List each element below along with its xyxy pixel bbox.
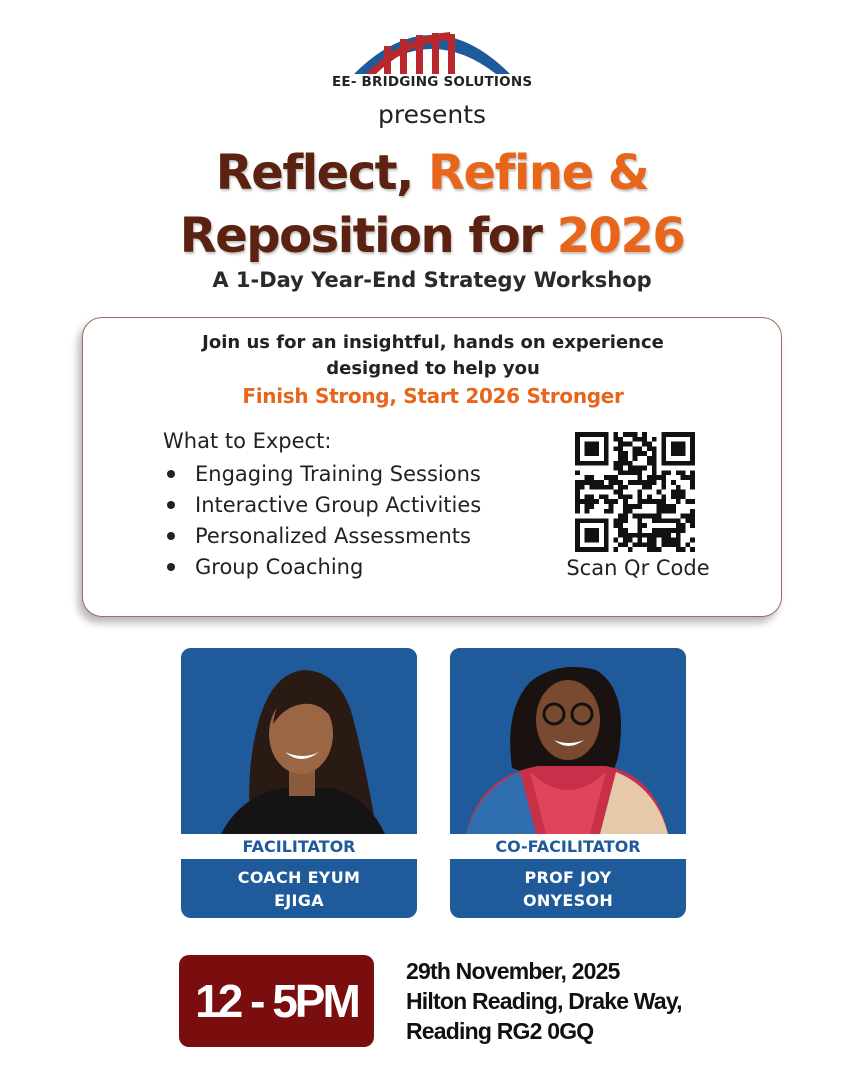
list-item: Personalized Assessments <box>163 520 481 551</box>
workshop-subtitle: A 1-Day Year-End Strategy Workshop <box>212 268 652 292</box>
list-item: Engaging Training Sessions <box>163 458 481 489</box>
qr-label: Scan Qr Code <box>566 556 710 580</box>
facilitator-name-line-2: EJIGA <box>274 891 324 910</box>
title-line-1 <box>0 145 864 201</box>
bullet-icon <box>167 532 175 540</box>
venue-line-1: Hilton Reading, Drake Way, <box>406 988 682 1014</box>
co-facilitator-photo <box>450 648 686 834</box>
event-time-badge: 12 - 5PM <box>179 955 374 1047</box>
expect-heading: What to Expect: <box>163 429 332 453</box>
co-facilitator-card <box>450 648 686 918</box>
co-facilitator-name-line-1: PROF JOY <box>524 868 612 887</box>
facilitator-card <box>181 648 417 918</box>
info-card <box>82 317 782 617</box>
facilitator-name-line-1: COACH EYUM <box>237 868 361 887</box>
title-part-reposition: Reposition for <box>179 208 557 264</box>
title-line-2 <box>0 208 864 264</box>
title-part-year: 2026 <box>556 208 685 264</box>
bullet-icon <box>167 470 175 478</box>
list-item: Group Coaching <box>163 551 481 582</box>
qr-code-icon[interactable] <box>575 432 695 552</box>
list-item: Interactive Group Activities <box>163 489 481 520</box>
bridge-logo-icon <box>346 18 518 76</box>
co-facilitator-name-line-2: ONYESOH <box>522 891 614 910</box>
highlight-tagline: Finish Strong, Start 2026 Stronger <box>242 384 624 408</box>
title-part-reflect: Reflect, <box>215 145 429 201</box>
event-date: 29th November, 2025 <box>406 958 620 984</box>
title-part-refine: Refine & <box>428 145 649 201</box>
bullet-icon <box>167 501 175 509</box>
bullet-icon <box>167 563 175 571</box>
venue-line-2: Reading RG2 0GQ <box>406 1018 594 1044</box>
brand-logo <box>332 18 532 94</box>
brand-name: EE- BRIDGING SOLUTIONS <box>332 74 533 90</box>
facilitator-role: FACILITATOR <box>181 834 417 859</box>
event-details <box>406 956 682 1046</box>
presents-label: presents <box>377 100 487 129</box>
facilitator-photo <box>181 648 417 834</box>
co-facilitator-role: CO-FACILITATOR <box>450 834 686 859</box>
intro-line-1: Join us for an insightful, hands on experience <box>202 332 664 353</box>
intro-line-2: designed to help you <box>326 358 540 379</box>
expect-list <box>163 458 481 582</box>
